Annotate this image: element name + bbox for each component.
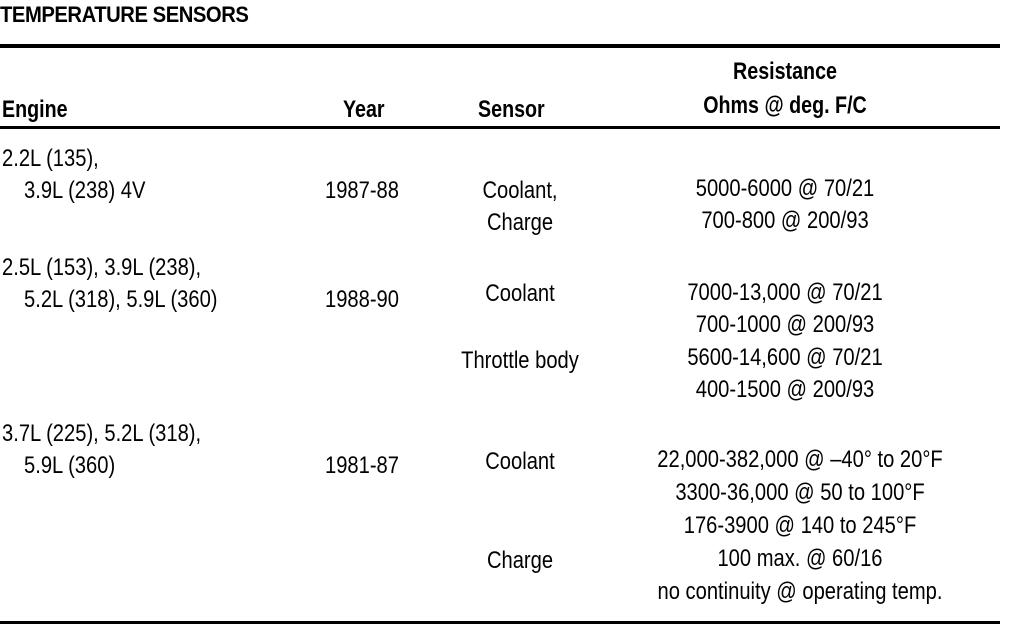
header-year: Year bbox=[343, 96, 385, 123]
row1-engine-line1: 2.2L (135), bbox=[2, 145, 99, 172]
row1-resistance-line2: 700-800 @ 200/93 bbox=[701, 207, 869, 234]
row2-engine-line2: 5.2L (318), 5.9L (360) bbox=[24, 286, 218, 313]
header-sensor: Sensor bbox=[478, 96, 545, 123]
row3-charge-resistance-line1: 100 max. @ 60/16 bbox=[717, 545, 883, 572]
bottom-rule bbox=[0, 621, 1000, 624]
header-resistance-line1: Resistance bbox=[733, 58, 837, 85]
header-rule bbox=[0, 126, 1000, 129]
page-title: TEMPERATURE SENSORS bbox=[0, 2, 249, 27]
row3-coolant-resistance-line2: 3300-36,000 @ 50 to 100°F bbox=[675, 479, 925, 506]
row1-resistance-line1: 5000-6000 @ 70/21 bbox=[695, 175, 875, 202]
row3-year: 1981-87 bbox=[325, 452, 399, 479]
header-resistance-line2: Ohms @ deg. F/C bbox=[703, 92, 867, 119]
row2-year: 1988-90 bbox=[325, 286, 399, 313]
row3-coolant-resistance-line3: 176-3900 @ 140 to 245°F bbox=[683, 512, 917, 539]
row2-sensor-throttle-body: Throttle body bbox=[461, 347, 579, 374]
row1-year: 1987-88 bbox=[325, 177, 399, 204]
row1-sensor-line2: Charge bbox=[486, 209, 554, 236]
row1-engine-line2: 3.9L (238) 4V bbox=[24, 177, 146, 204]
row2-sensor-coolant: Coolant bbox=[485, 280, 555, 307]
row2-throttle-resistance-line2: 400-1500 @ 200/93 bbox=[695, 376, 875, 403]
row3-sensor-charge: Charge bbox=[486, 547, 554, 574]
row3-charge-resistance-line2: no continuity @ operating temp. bbox=[657, 578, 943, 605]
row2-throttle-resistance-line1: 5600-14,600 @ 70/21 bbox=[687, 344, 883, 371]
row2-coolant-resistance-line1: 7000-13,000 @ 70/21 bbox=[687, 279, 883, 306]
row3-engine-line2: 5.9L (360) bbox=[24, 452, 116, 479]
row3-coolant-resistance-line1: 22,000-382,000 @ –40° to 20°F bbox=[657, 446, 943, 473]
row2-engine-line1: 2.5L (153), 3.9L (238), bbox=[2, 254, 202, 281]
top-rule bbox=[0, 44, 1000, 48]
header-engine: Engine bbox=[2, 96, 68, 123]
row3-sensor-coolant: Coolant bbox=[485, 448, 555, 475]
row1-sensor-line1: Coolant, bbox=[482, 177, 558, 204]
row2-coolant-resistance-line2: 700-1000 @ 200/93 bbox=[695, 311, 875, 338]
row3-engine-line1: 3.7L (225), 5.2L (318), bbox=[2, 420, 202, 447]
